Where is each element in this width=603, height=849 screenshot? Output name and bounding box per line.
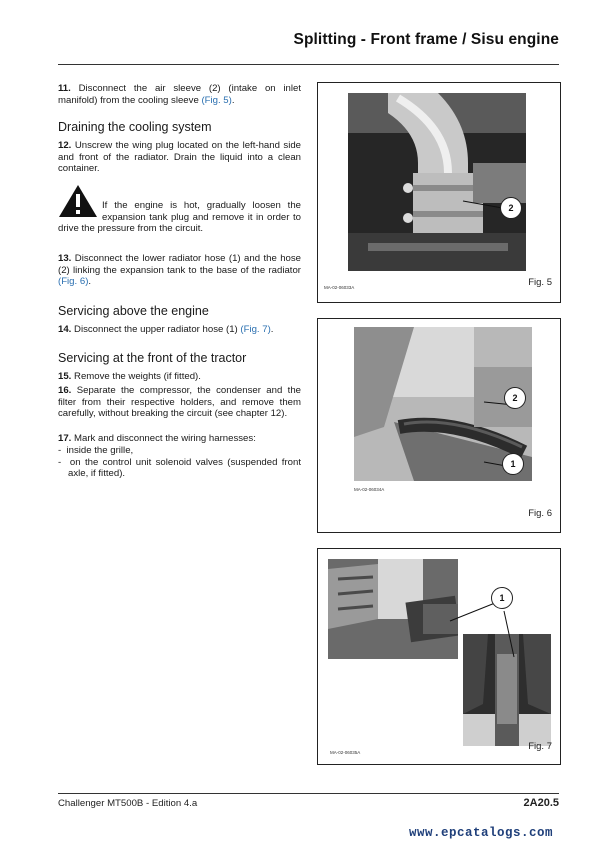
watermark-link[interactable]: www.epcatalogs.com: [408, 826, 553, 840]
figure-label: Fig. 6: [528, 508, 552, 519]
warning-block: [58, 184, 301, 235]
list-item-text: inside the grille,: [66, 445, 134, 456]
step-end: .: [231, 94, 235, 106]
step-end: .: [270, 324, 274, 335]
step-text: Disconnect the upper radiator hose (1): [74, 324, 238, 335]
footer-rule: [58, 793, 559, 794]
step-13: [58, 253, 301, 288]
figure-7: [317, 548, 561, 765]
step-15: [58, 371, 301, 383]
step-text: Unscrew the wing plug located on the left-hand side and front of the radiator. Drain the liquid into a clean container.: [58, 140, 301, 175]
figure-link[interactable]: (Fig. 5): [201, 94, 232, 106]
step-text: Remove the weights (if fitted).: [74, 371, 201, 382]
warning-text: If the engine is hot, gradually loosen the expansion tank plug and remove it in order to drive the pressure from the circuit.: [58, 200, 301, 235]
step-number: 14.: [58, 324, 72, 335]
step-number: 11.: [58, 83, 71, 94]
step-end: .: [88, 276, 92, 288]
figure-code: MA-02-06035A: [330, 750, 361, 755]
figure-link[interactable]: (Fig. 7): [240, 324, 271, 335]
footer-edition: Challenger MT500B - Edition 4.a: [58, 798, 198, 809]
figure-label: Fig. 7: [528, 741, 552, 752]
figure-6: [317, 318, 561, 533]
step-text: Disconnect the air sleeve (2) (intake on inlet manifold) from the cooling sleeve: [58, 83, 301, 106]
step-number: 15.: [58, 371, 72, 382]
header-rule: [58, 64, 559, 65]
list-item: - inside the grille,: [58, 445, 134, 456]
section-heading-draining: Draining the cooling system: [58, 120, 212, 134]
warning-icon: [58, 184, 98, 218]
figure-7-leader-lines: [318, 549, 560, 764]
figure-code: MA-02-06033A: [324, 285, 355, 290]
callout-2: 2: [500, 197, 522, 219]
step-12: [58, 140, 301, 175]
callout-2: 2: [504, 387, 526, 409]
step-text: Mark and disconnect the wiring harnesses:: [74, 433, 256, 444]
bullet-list: [58, 445, 301, 480]
step-11: [58, 83, 301, 106]
list-item-text: on the control unit solenoid valves (suspended front axle, if fitted).: [68, 456, 301, 480]
section-heading-above: Servicing above the engine: [58, 304, 209, 318]
figure-6-photo: [354, 327, 532, 481]
callout-1: 1: [491, 587, 513, 609]
callout-1: 1: [502, 453, 524, 475]
step-text: Separate the compressor, the condenser and the filter from their respective holders, and remove them carefully, without breaking the circuit (see chapter 12).: [58, 385, 302, 420]
step-text: Disconnect the lower radiator hose (1) and the hose (2) linking the expansion tank to the base of the radiator: [58, 253, 302, 276]
step-number: 16.: [58, 385, 72, 396]
footer-page-number: 2A20.5: [523, 797, 559, 809]
page-title: Splitting - Front frame / Sisu engine: [293, 31, 559, 48]
step-17: [58, 433, 301, 445]
step-14: [58, 324, 301, 336]
section-heading-front: Servicing at the front of the tractor: [58, 351, 247, 365]
step-16: [58, 385, 301, 420]
step-number: 17.: [58, 433, 72, 444]
list-item: - on the control unit solenoid valves (suspended front axle, if fitted).: [58, 456, 301, 480]
figure-link[interactable]: (Fig. 6): [58, 276, 89, 288]
step-number: 12.: [58, 140, 72, 151]
figure-5: [317, 82, 561, 303]
step-number: 13.: [58, 253, 72, 264]
figure-code: MA-02-06034A: [354, 487, 385, 492]
figure-label: Fig. 5: [528, 277, 552, 288]
figure-5-photo: [348, 93, 526, 271]
